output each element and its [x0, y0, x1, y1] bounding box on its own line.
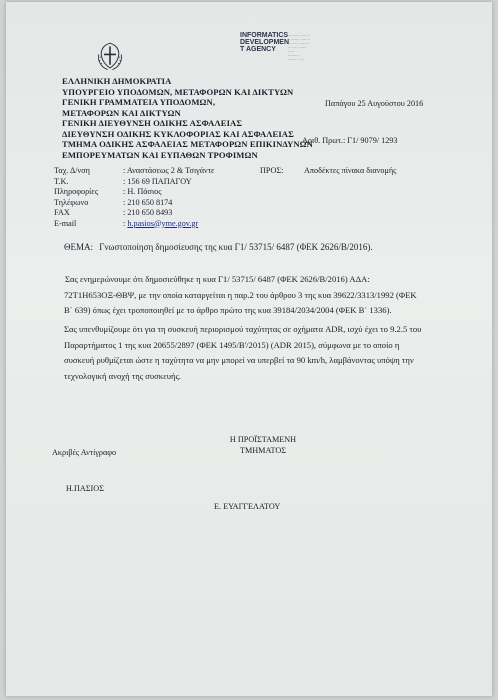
- body-paragraph-2: [64, 322, 421, 384]
- body-line: τεχνολογική ανοχή της συσκευής.: [64, 370, 182, 381]
- recipient-label: ΠΡΟΣ:: [260, 166, 284, 175]
- org-line: ΔΙΕΥΘΥΝΣΗ ΟΔΙΚΗΣ ΚΥΚΛΟΦΟΡΙΑΣ ΚΑΙ ΑΣΦΑΛΕΙΑΣ: [62, 128, 294, 139]
- recipient-value: Αποδέκτες πίνακα διανομής: [304, 166, 397, 175]
- logo-line: INFORMATICS: [240, 32, 289, 39]
- signatory-name: Ε. ΕΥΑΓΓΕΛΑΤΟΥ: [214, 502, 281, 511]
- document-page: [6, 2, 492, 696]
- body-line: 72Τ1Η653ΟΞ-ΘΒΨ, με την οποία καταργείται η παρ.2 του άρθρου 3 της κυα 39622/3313/1992 (ΦΕΚ: [64, 289, 417, 300]
- contact-value: : 210 650 8174: [123, 197, 173, 207]
- signature-title-line: ΤΜΗΜΑΤΟΣ: [239, 445, 287, 455]
- logo-line: T AGENCY: [240, 46, 276, 53]
- body-line: Σας υπενθυμίζουμε ότι για τη συσκευή περιορισμού ταχύτητας σε οχήματα ADR, ισχύ έχει το 9.2.5 του: [64, 324, 422, 334]
- body-line: Β΄ 639) όπως έχει τροποποιηθεί με το άρθρο πρώτο της κυα 39184/2034/2004 (ΦΕΚ Β΄ 1336).: [64, 305, 392, 315]
- org-line: ΕΛΛΗΝΙΚΗ ΔΗΜΟΚΡΑΤΙΑ: [62, 76, 172, 86]
- org-line: ΓΕΝΙΚΗ ΓΡΑΜΜΑΤΕΙΑ ΥΠΟΔΟΜΩΝ,: [62, 97, 216, 107]
- contact-values: [123, 166, 215, 229]
- document-date: Παπάγου 25 Αυγούστου 2016: [325, 99, 424, 108]
- contact-label: Ταχ. Δ/νση: [54, 166, 90, 175]
- contact-label: Τηλέφωνο: [54, 197, 89, 207]
- body-line: συσκευή ρυθμίζεται ώστε η ταχύτητα να μην μπορεί να υπερβεί τα 90 km/h, λαμβάνοντας υπόψη την: [64, 355, 414, 365]
- informatics-agency-logo: [240, 32, 350, 66]
- contact-label: Τ.Κ.: [54, 176, 69, 186]
- body-paragraph-1: [64, 272, 417, 319]
- protocol-number: Αριθ. Πρωτ.: Γ1/ 9079/ 1293: [302, 136, 398, 145]
- subject-label: ΘΕΜΑ:: [64, 242, 93, 252]
- org-line: ΜΕΤΑΦΟΡΩΝ ΚΑΙ ΔΙΚΤΥΩΝ: [62, 107, 181, 118]
- contact-labels: [54, 166, 98, 229]
- org-line: ΤΜΗΜΑ ΟΔΙΚΗΣ ΑΣΦΑΛΕΙΑΣ ΜΕΤΑΦΟΡΩΝ ΕΠΙΚΙΝΔΥΝΩΝ: [62, 139, 313, 149]
- greek-emblem-icon: [94, 40, 126, 72]
- contact-value: :: [123, 218, 128, 228]
- logo-fineprint: ·········· ········ ·········· ········ ········ ········· ········ ······· ····· ·········· ········ ·····: [288, 34, 310, 62]
- signature-title: [208, 435, 318, 456]
- sender-name: Η.ΠΑΣΙΟΣ: [66, 484, 104, 493]
- contact-label: Πληροφορίες: [54, 187, 99, 196]
- contact-value: : 156 69 ΠΑΠΑΓΟΥ: [123, 176, 192, 186]
- org-line: ΕΜΠΟΡΕΥΜΑΤΩΝ ΚΑΙ ΕΥΠΑΘΩΝ ΤΡΟΦΙΜΩΝ: [62, 149, 258, 160]
- contact-value: : Η. Πάσιος: [123, 187, 162, 196]
- certified-copy-note: Ακριβές Αντίγραφο: [52, 448, 117, 457]
- subject-line: [64, 242, 373, 252]
- contact-label: E-mail: [54, 218, 77, 228]
- contact-email-row: [123, 219, 215, 230]
- logo-line: DEVELOPMEN: [240, 39, 290, 46]
- org-line: ΓΕΝΙΚΗ ΔΙΕΥΘΥΝΣΗ ΟΔΙΚΗΣ ΑΣΦΑΛΕΙΑΣ: [62, 118, 243, 128]
- contact-value: : Αναστάσεως 2 & Τσιγάντε: [123, 166, 215, 175]
- org-line: ΥΠΟΥΡΓΕΙΟ ΥΠΟΔΟΜΩΝ, ΜΕΤΑΦΟΡΩΝ ΚΑΙ ΔΙΚΤΥΩΝ: [62, 86, 294, 97]
- signature-title-line: Η ΠΡΟΪΣΤΑΜΕΝΗ: [229, 435, 297, 444]
- body-line: Παραρτήματος 1 της κυα 20655/2897 (ΦΕΚ 1495/Β'/2015) (ADR 2015), σύμφωνα με το οποίο η: [64, 339, 400, 350]
- email-link[interactable]: h.pasios@yme.gov.gr: [127, 218, 199, 228]
- body-line: Σας ενημερώνουμε ότι δημοσιεύθηκε η κυα Γ1/ 53715/ 6487 (ΦΕΚ 2626/Β/2016) ΑΔΑ:: [65, 274, 370, 284]
- subject-text: Γνωστοποίηση δημοσίευσης της κυα Γ1/ 53715/ 6487 (ΦΕΚ 2626/Β/2016).: [99, 242, 373, 252]
- contact-value: : 210 650 8493: [123, 208, 173, 217]
- contact-label: FAX: [54, 208, 70, 217]
- organisation-header: [62, 76, 313, 160]
